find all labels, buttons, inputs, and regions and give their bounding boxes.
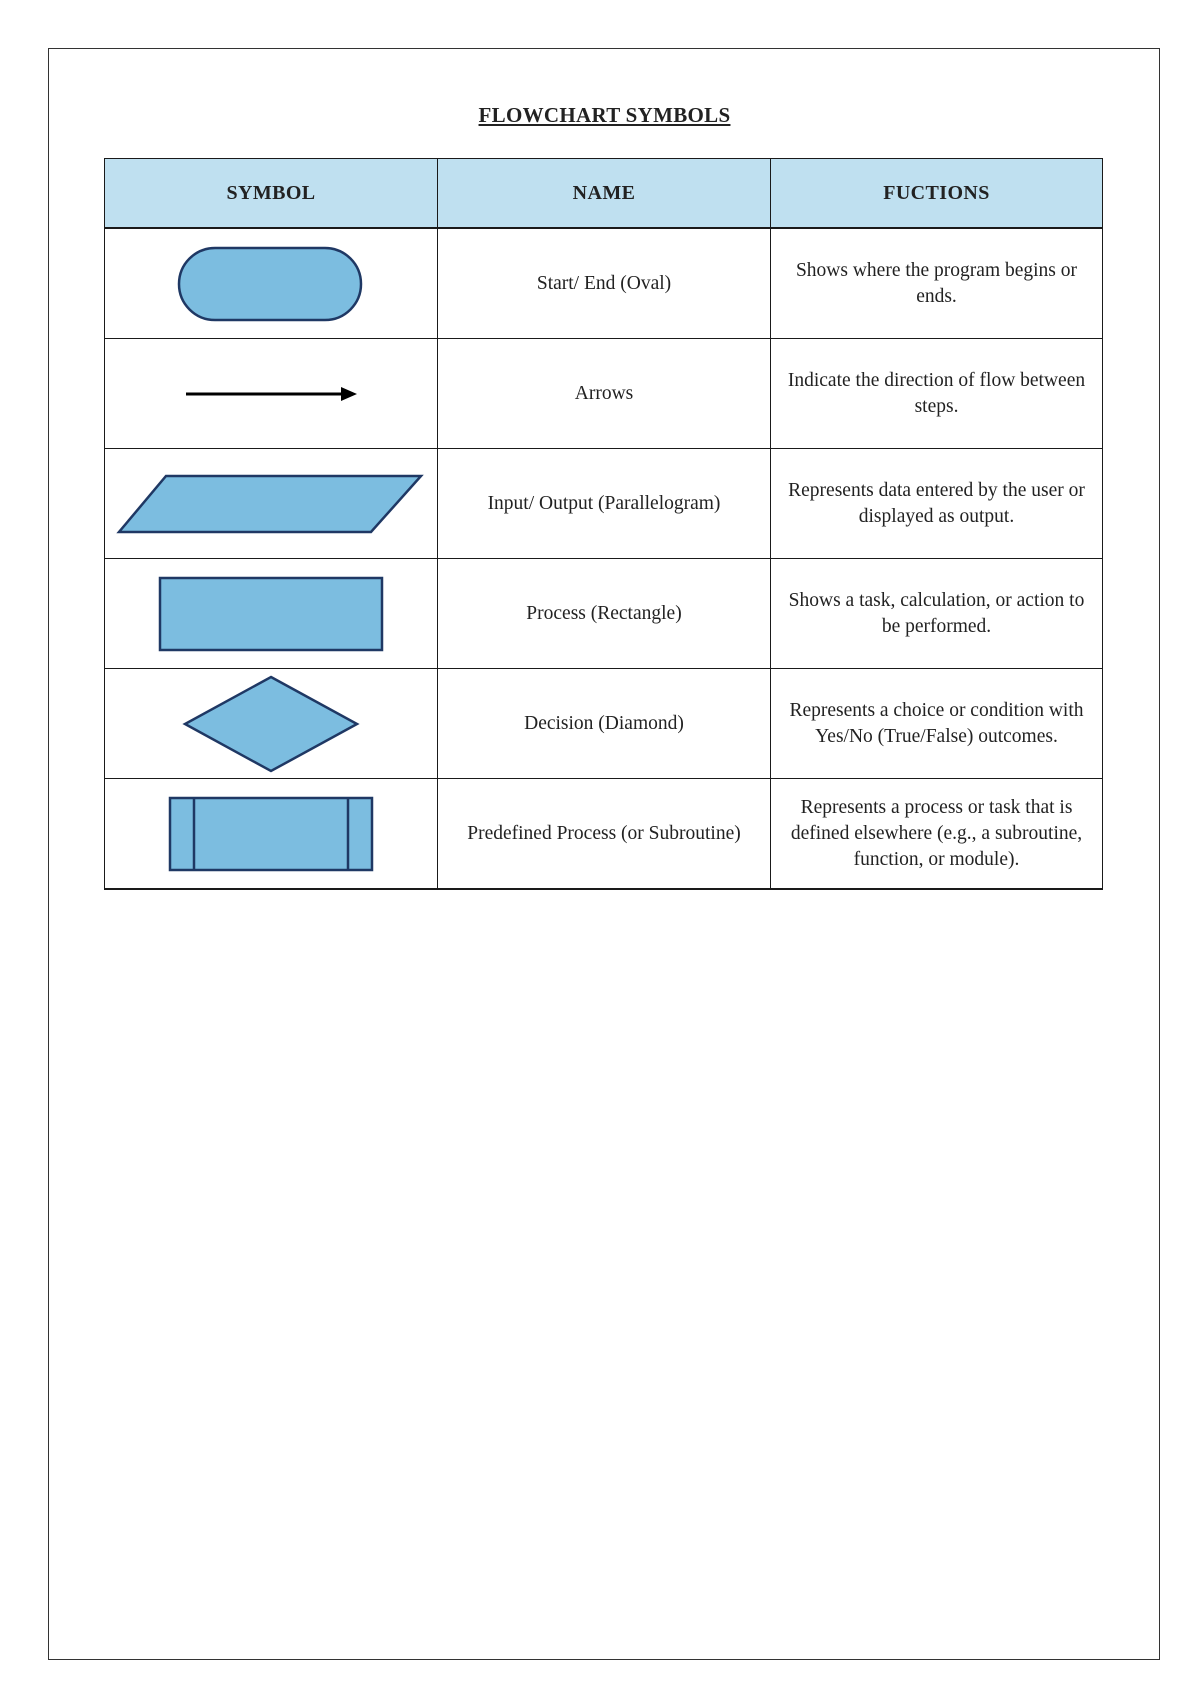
symbol-cell [105,339,438,449]
name-cell [438,449,771,559]
symbol-name: Input/ Output (Parallelogram) [487,492,721,514]
symbol-function: Indicate the direction of flow between steps. [787,369,1086,417]
function-cell [771,339,1103,449]
table-header-row [105,159,1103,229]
symbol-name: Predefined Process (or Subroutine) [467,822,741,844]
parallelogram-icon [116,472,426,536]
symbol-function: Represents a process or task that is defined elsewhere (e.g., a subroutine, function, or module). [790,796,1083,870]
function-cell [771,449,1103,559]
name-cell [438,779,771,890]
function-cell [771,669,1103,779]
flowchart-symbols-table [104,158,1103,890]
table-row [105,339,1103,449]
table-row [105,669,1103,779]
header-symbol: SYMBOL [105,159,438,229]
symbol-cell [105,559,438,669]
symbol-function: Represents data entered by the user or displayed as output. [788,479,1085,527]
symbol-function: Shows a task, calculation, or action to be performed. [788,589,1085,637]
header-name: NAME [438,159,771,229]
symbol-cell [105,779,438,890]
symbol-function: Shows where the program begins or ends. [795,259,1078,307]
table-row [105,559,1103,669]
predefined-process-icon [167,794,375,874]
symbol-name: Arrows [574,382,634,404]
function-cell [771,228,1103,339]
symbol-cell [105,669,438,779]
function-cell [771,779,1103,890]
symbol-function: Represents a choice or condition with Yes/No (True/False) outcomes. [789,699,1084,747]
symbol-cell [105,228,438,339]
page-title: FLOWCHART SYMBOLS [478,103,731,127]
name-cell [438,339,771,449]
symbol-name: Decision (Diamond) [524,712,684,734]
symbol-cell [105,449,438,559]
table-row [105,228,1103,339]
name-cell [438,228,771,339]
table-row [105,779,1103,890]
table-row [105,449,1103,559]
rectangle-icon [157,575,385,653]
diamond-icon [182,674,360,774]
symbol-name: Process (Rectangle) [526,602,682,624]
function-cell [771,559,1103,669]
arrow-icon [181,382,361,406]
name-cell [438,559,771,669]
header-functions: FUCTIONS [771,159,1103,229]
oval-icon [176,244,366,324]
name-cell [438,669,771,779]
symbol-name: Start/ End (Oval) [536,272,672,294]
